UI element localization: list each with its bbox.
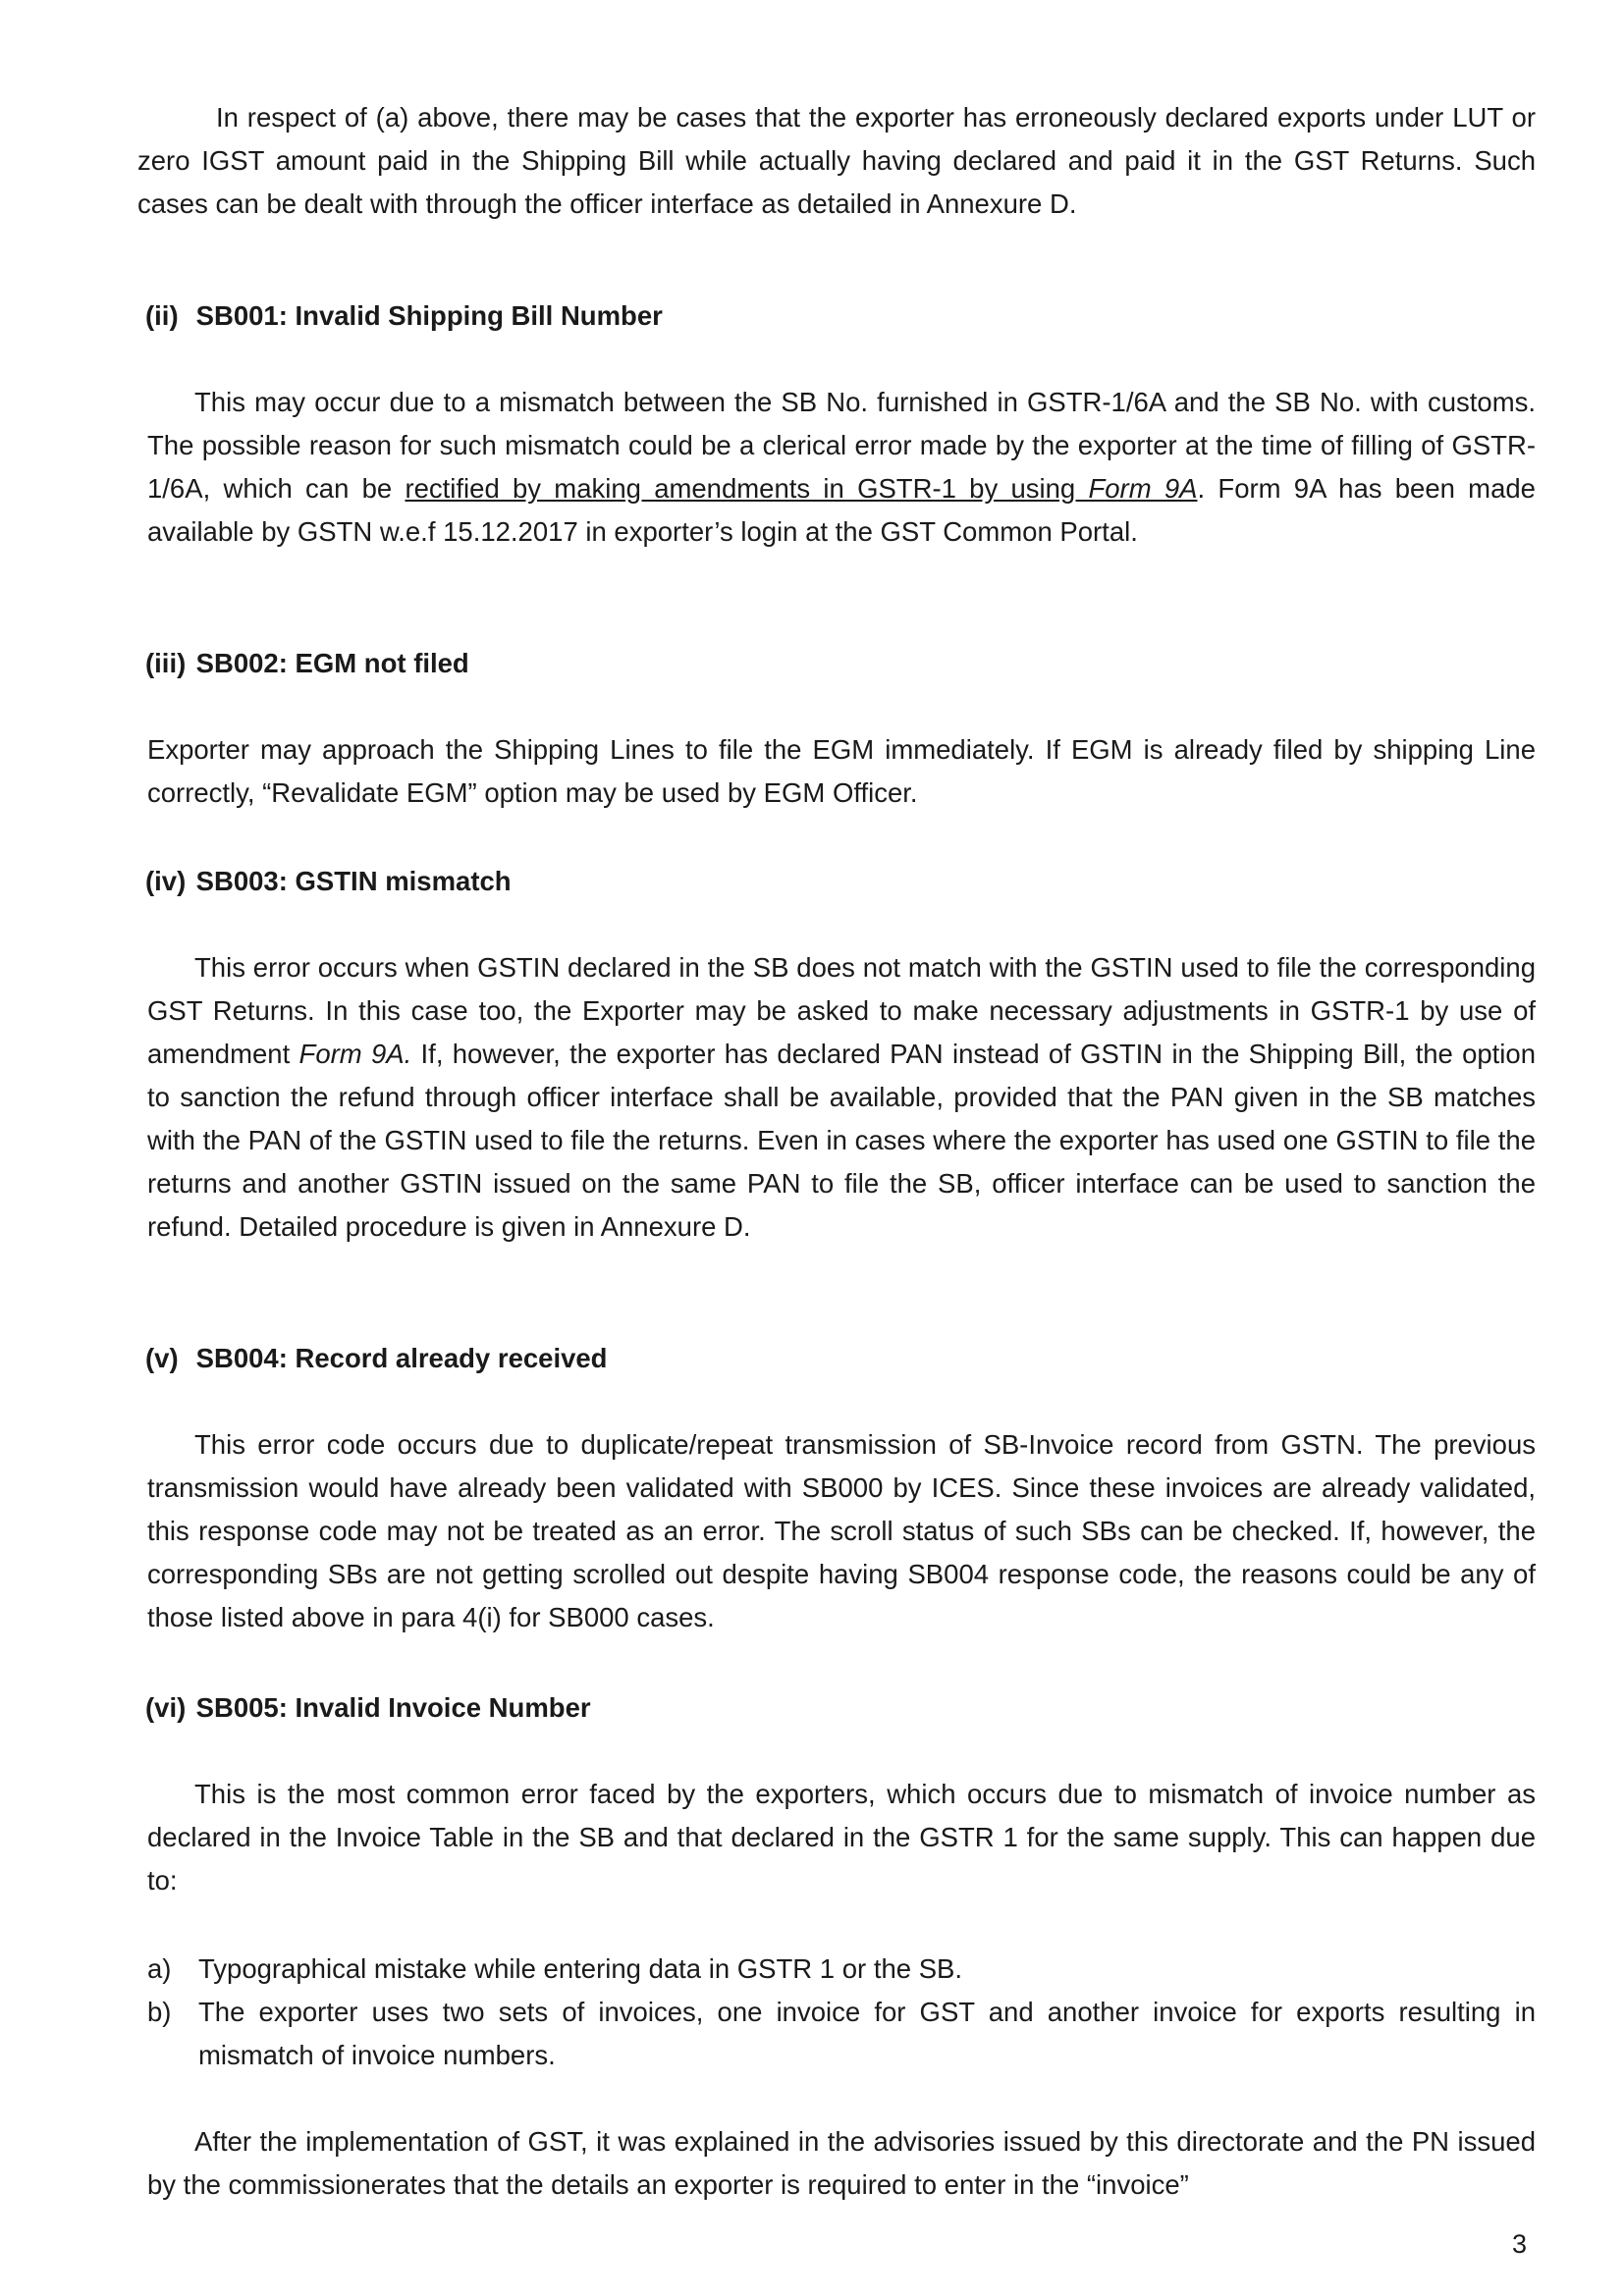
section-title: SB004: Record already received bbox=[195, 1343, 608, 1373]
section-heading-sb005 bbox=[145, 1686, 1520, 1730]
form-9a-amendment-link-text bbox=[405, 473, 1197, 504]
sb003-paragraph bbox=[147, 946, 1536, 1249]
sb003-text-part2: If, however, the exporter has declared PAN instead of GSTIN in the Shipping Bill, the option to sanction the refund through officer interface shall be available, provided that the PAN given in the SB matches with the PAN of the GSTIN used to file the returns. Even in cases where the exporter has used one GSTIN to file the returns and another GSTIN issued on the same PAN to file the SB, officer interface can be used to sanction the refund. Detailed procedure is given in Annexure D. bbox=[147, 1039, 1537, 1242]
sb001-text-part1: This may occur due to a mismatch between the SB No. furnished in GSTR-1/6A and the SB No. with customs. The possible reason for such mismatch could be a clerical error made by the exporter at the time of filling of GSTR-1/6A, which can be bbox=[147, 387, 1536, 504]
section-heading-sb003 bbox=[145, 860, 1520, 903]
section-title: SB002: EGM not filed bbox=[195, 648, 469, 678]
closing-paragraph: After the implementation of GST, it was explained in the advisories issued by this directorate and the PN issued by the commissionerates that the details an exporter is required to enter in the “invoice” bbox=[147, 2126, 1536, 2200]
section-title: SB005: Invalid Invoice Number bbox=[195, 1692, 591, 1723]
section-number: (v) bbox=[145, 1343, 179, 1373]
sb003-form-9a: Form 9A. bbox=[298, 1039, 412, 1069]
section-number: (vi) bbox=[145, 1692, 187, 1723]
section-number: (ii) bbox=[145, 300, 179, 331]
sb001-text-part2: . Form 9A has been made available by GSTN w.e.f 15.12.2017 in exporter’s login at the GST Common Portal. bbox=[147, 473, 1536, 547]
link-form-9a: Form 9A bbox=[1088, 473, 1198, 504]
intro-paragraph: In respect of (a) above, there may be cases that the exporter has erroneously declared exports under LUT or zero IGST amount paid in the Shipping Bill while actually having declared and paid it in the GST Returns. Such cases can be dealt with through the officer interface as detailed in Annexure D. bbox=[137, 102, 1536, 219]
list-text: Typographical mistake while entering data in GSTR 1 or the SB. bbox=[198, 1953, 963, 1984]
section-heading-sb004 bbox=[145, 1337, 1520, 1380]
list-marker: a) bbox=[147, 1953, 172, 1984]
link-text: rectified by making amendments in GSTR-1 by using bbox=[405, 473, 1089, 504]
sb005-paragraph: This is the most common error faced by the exporters, which occurs due to mismatch of invoice number as declared in the Invoice Table in the SB and that declared in the GSTR 1 for the same supply. This can happen due to: bbox=[147, 1779, 1536, 1896]
section-title: SB003: GSTIN mismatch bbox=[195, 866, 512, 896]
list-item bbox=[147, 1991, 1536, 2077]
page-number: 3 bbox=[1512, 2229, 1528, 2259]
sb004-paragraph: This error code occurs due to duplicate/repeat transmission of SB-Invoice record from GSTN. The previous transmission would have already been validated with SB000 by ICES. Since these invoices are already validated, this response code may not be treated as an error. The scroll status of such SBs can be checked. If, however, the corresponding SBs are not getting scrolled out despite having SB004 response code, the reasons could be any of those listed above in para 4(i) for SB000 cases. bbox=[147, 1429, 1536, 1632]
sb003-text-part1: This error occurs when GSTIN declared in the SB does not match with the GSTIN used to file the corresponding GST Returns. In this case too, the Exporter may be asked to make necessary adjustments in GSTR-1 by use of amendment bbox=[147, 952, 1536, 1069]
list-item bbox=[147, 1948, 1536, 1991]
sb002-paragraph: Exporter may approach the Shipping Lines to file the EGM immediately. If EGM is already filed by shipping Line correctly, “Revalidate EGM” option may be used by EGM Officer. bbox=[147, 734, 1536, 808]
section-number: (iii) bbox=[145, 648, 187, 678]
sb001-paragraph bbox=[147, 381, 1536, 554]
section-heading-sb001 bbox=[145, 294, 1520, 338]
section-number: (iv) bbox=[145, 866, 187, 896]
list-marker: b) bbox=[147, 1997, 172, 2027]
section-title: SB001: Invalid Shipping Bill Number bbox=[195, 300, 663, 331]
list-text: The exporter uses two sets of invoices, one invoice for GST and another invoice for exports resulting in mismatch of invoice numbers. bbox=[198, 1997, 1536, 2070]
section-heading-sb002 bbox=[145, 642, 1520, 685]
